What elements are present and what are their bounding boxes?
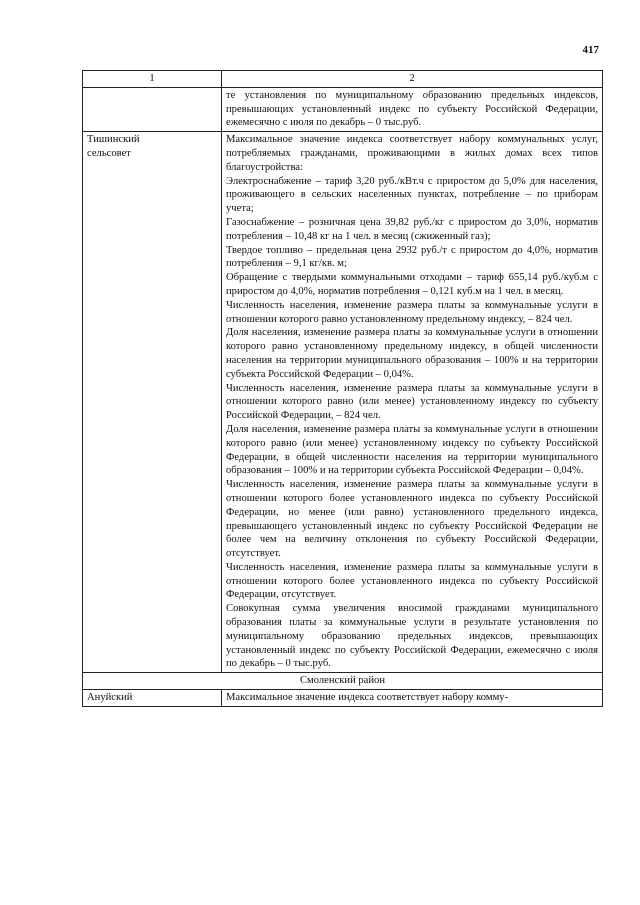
paragraph: Газоснабжение – розничная цена 39,82 руб./кг с приростом до 3,0%, норматив потребления – 10,48 кг на 1 чел. в месяц (сжиженный газ);	[226, 216, 598, 242]
table-row	[83, 132, 603, 673]
region-heading-row	[83, 673, 603, 690]
paragraph: Доля населения, изменение размера платы за коммунальные услуги в отношении которого равно установленному предельному индексу, в общей численности населения на территории муниципального образования – 100% и на территории субъекта Российской Федерации – 0,04%.	[226, 327, 598, 380]
table-row	[83, 87, 603, 131]
paragraph: Численность населения, изменение размера платы за коммунальные услуги в отношении которого равно установленному предельному индексу, – 824 чел.	[226, 299, 598, 325]
column-header-2: 2	[222, 71, 603, 88]
paragraph: Твердое топливо – предельная цена 2932 руб./т с приростом до 4,0%, норматив потребления – 9,1 кг/кв. м;	[226, 244, 598, 270]
paragraph: Численность населения, изменение размера платы за коммунальные услуги в отношении которого более установленного индекса по субъекту Российской Федерации, отсутствует.	[226, 561, 598, 601]
data-table	[82, 70, 603, 707]
entity-name-cell: Тишинский сельсовет	[83, 132, 222, 673]
entity-name-cell: Ануйский	[83, 690, 222, 707]
table-header-row	[83, 71, 603, 88]
paragraph: Численность населения, изменение размера платы за коммунальные услуги в отношении которого более установленного индекса по субъекту Российской Федерации, но менее (или равно) установленного предельного индекса, превышающего установленный индекс по субъекту Российской Федерации не более чем на величину отклонения по субъекту Российской Федерации, отсутствует.	[226, 479, 598, 560]
paragraph: Совокупная сумма увеличения вносимой гражданами муниципального образования платы за коммунальные услуги в результате установления по муниципальному образованию предельных индексов, превышающих установленный индекс по субъекту Российской Федерации, ежемесячно с июля по декабрь – 0 тыс.руб.	[226, 603, 598, 670]
entity-description-cell	[222, 132, 603, 673]
paragraph: Максимальное значение индекса соответствует набору коммунальных услуг, потребляемых гражданами, проживающими в жилых домах всех типов благоустройства:	[226, 134, 598, 173]
entity-description-cell: Максимальное значение индекса соответствует набору комму-	[222, 690, 603, 707]
column-header-1: 1	[83, 71, 222, 88]
table-row	[83, 690, 603, 707]
paragraph: Численность населения, изменение размера платы за коммунальные услуги в отношении которого равно (или менее) установленному индексу по субъекту Российской Федерации, – 824 чел.	[226, 382, 598, 422]
continuation-text: те установления по муниципальному образованию предельных индексов, превышающих установленный индекс по субъекту Российской Федерации, ежемесячно с июля по декабрь – 0 тыс.руб.	[222, 87, 603, 131]
paragraph: Электроснабжение – тариф 3,20 руб./кВт.ч с приростом до 5,0% для населения, проживающего в сельских населенных пунктах, потребление – по приборам учета;	[226, 175, 598, 215]
paragraph: Доля населения, изменение размера платы за коммунальные услуги в отношении которого равно (или менее) установленному индексу по субъекту Российской Федерации, в общей численности населения на территории муниципального образования – 100% и на территории субъекта Российской Федерации – 0,04%.	[226, 423, 598, 477]
entity-name-cell	[83, 87, 222, 131]
page-number: 417	[582, 44, 599, 56]
region-heading: Смоленский район	[83, 673, 603, 690]
paragraph: Обращение с твердыми коммунальными отходами – тариф 655,14 руб./куб.м с приростом до 4,0%, норматив потребления – 0,121 куб.м на 1 чел. в месяц.	[226, 272, 598, 297]
